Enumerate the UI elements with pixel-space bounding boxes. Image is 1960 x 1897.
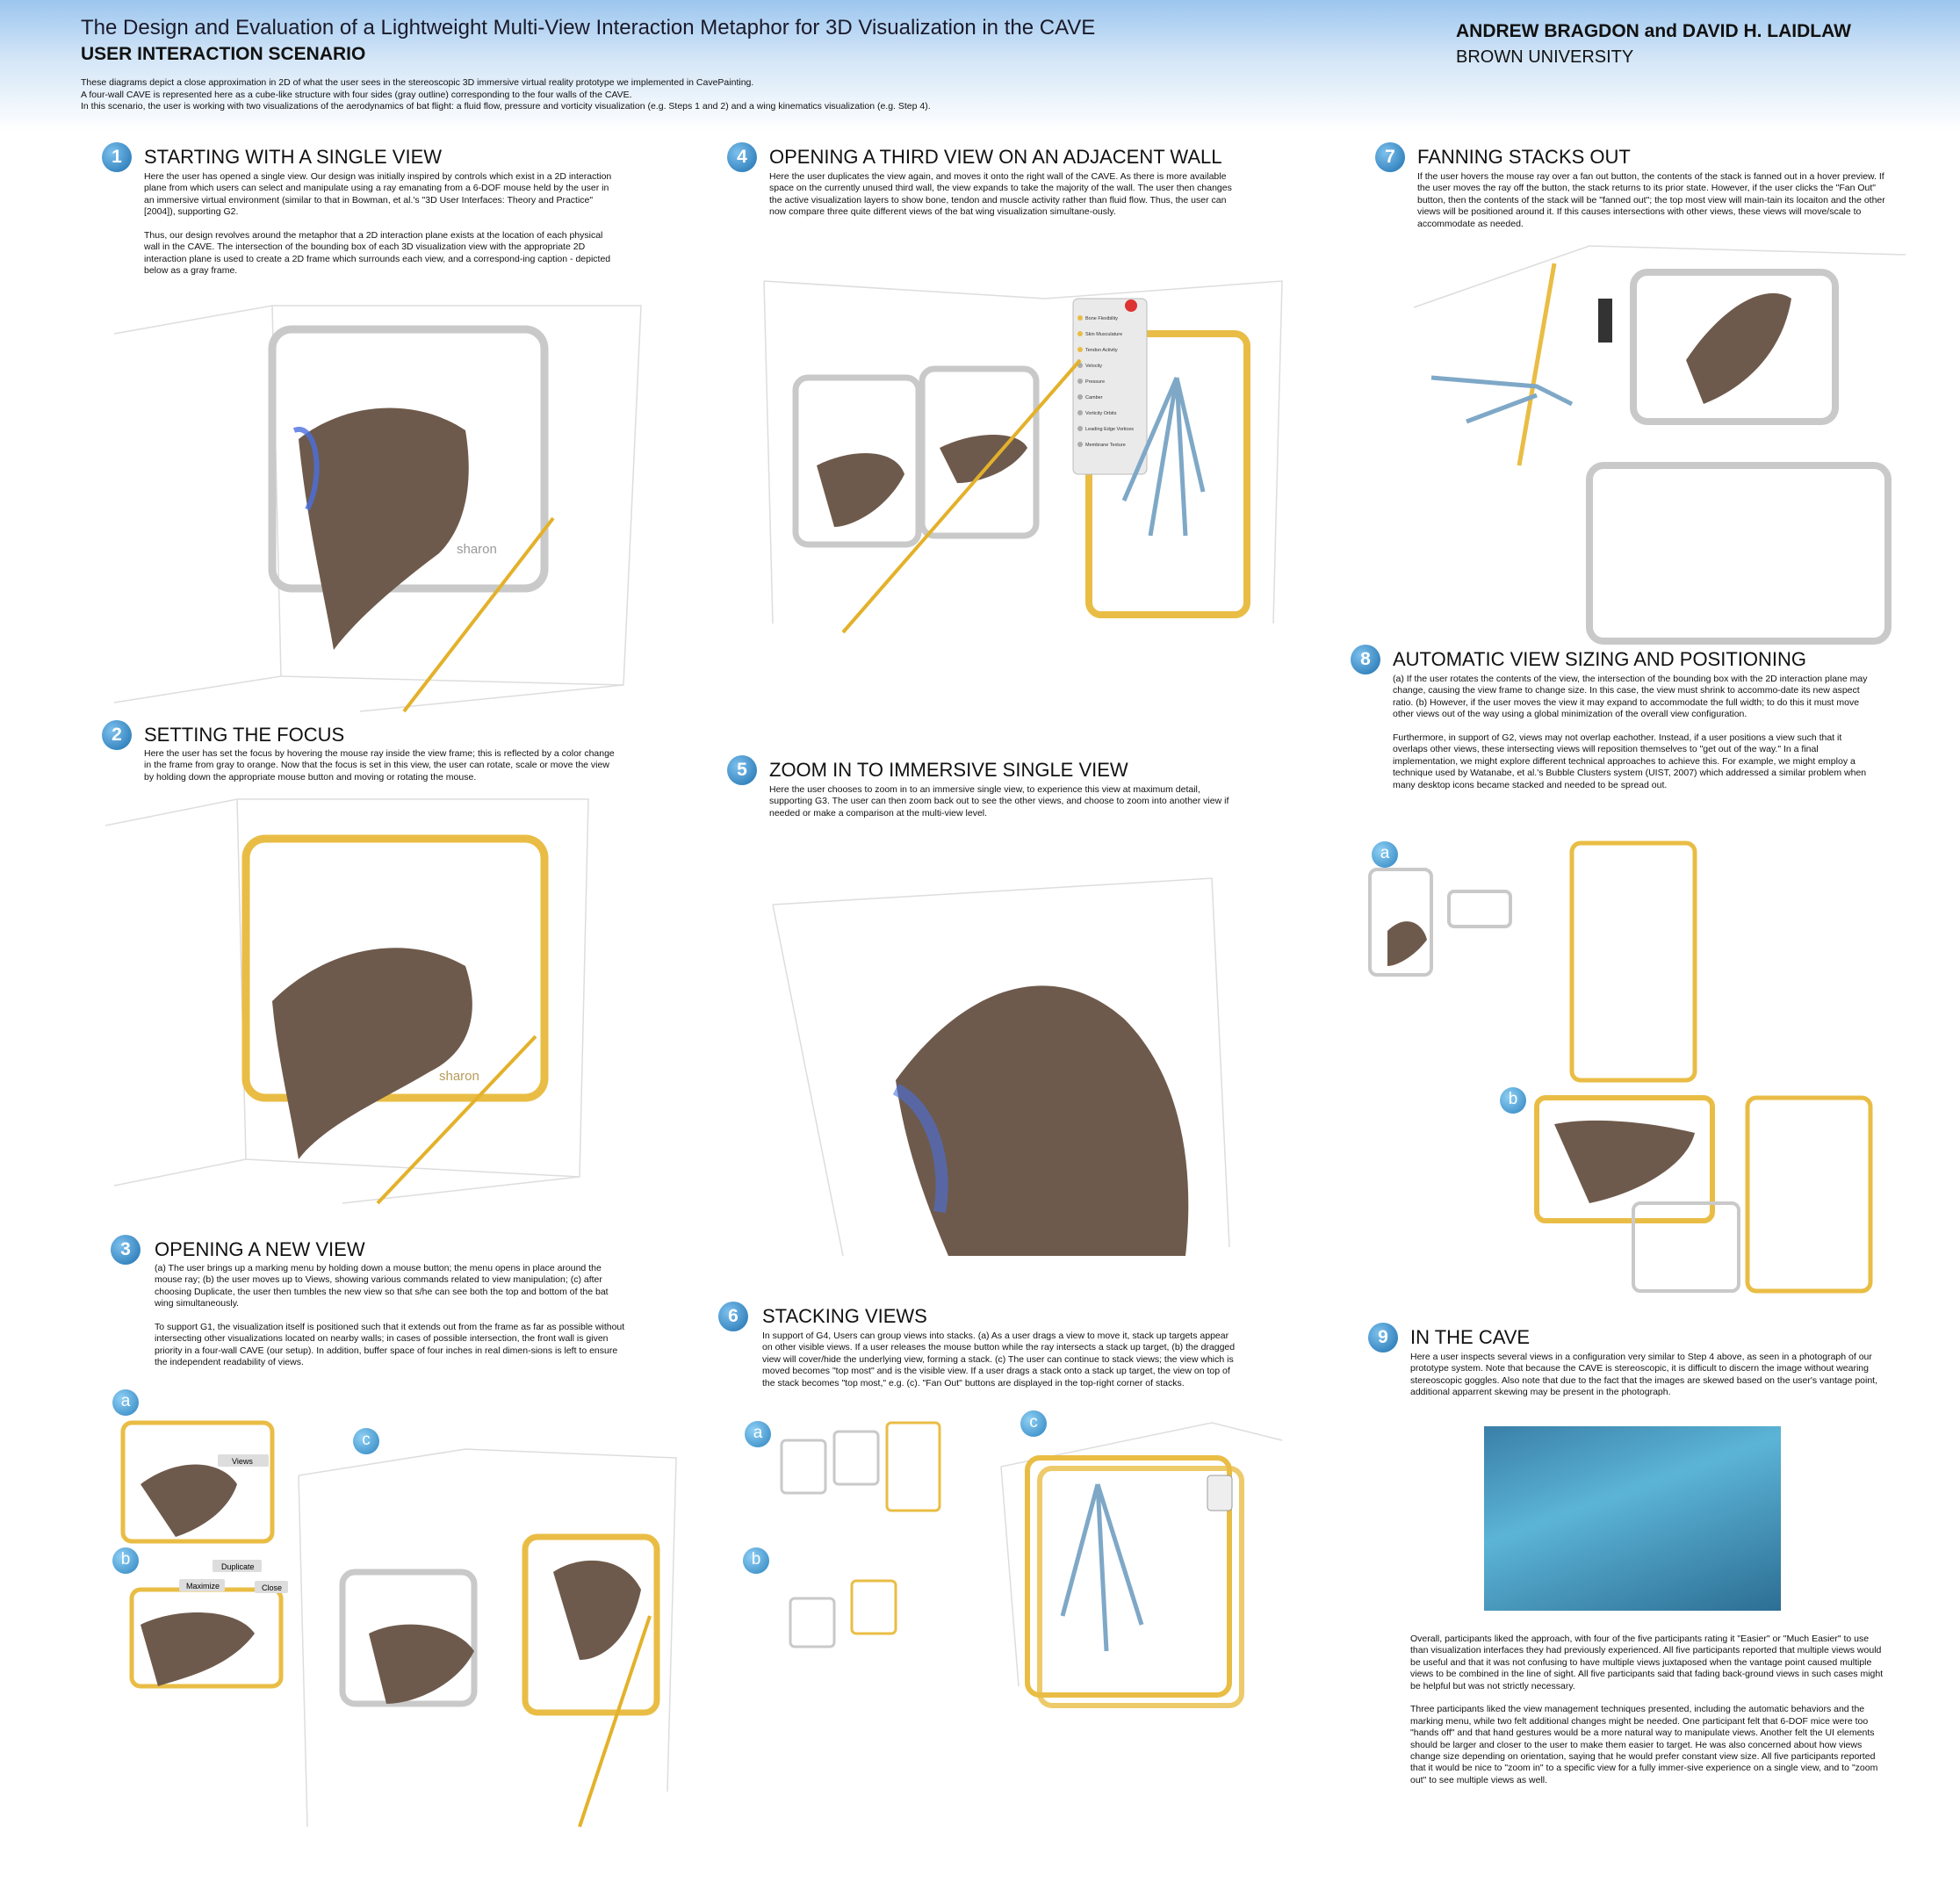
step-3-badge: 3 bbox=[111, 1235, 141, 1265]
layer-label: Membrane Texture bbox=[1085, 443, 1126, 448]
svg-text:Maximize: Maximize bbox=[186, 1582, 220, 1590]
svg-text:Views: Views bbox=[232, 1457, 253, 1466]
step-6-text: In support of G4, Users can group views into stacks. (a) As a user drags a view to move it, stack up targets appear on other visible views. If a user releases the mouse button while the ray intersects a stack up target, (b) the dragged view will cover/hide the underlying view, forming a stack. (c) The user can continue to stack views; the view which is moved becomes "top most" and is the visible view. If a user drags a stack onto a stack up target, the view on top of the stack becomes "top most," e.g. (c). "Fan Out" buttons are displayed in the top-right corner of stacks. bbox=[762, 1331, 1236, 1388]
figure-3a-marking-menu bbox=[105, 1388, 281, 1546]
figure-6a-stack-target bbox=[764, 1405, 975, 1519]
step-3-text: (a) The user brings up a marking menu by holding down a mouse button; the menu opens in place around the mouse ray; (b) the user moves up to Views, showing various commands related to view manipulation; (c) after choosing Duplicate, the user then tumbles the new view so that s/he can see both the top and bottom of the bat wing simultaneously. To support G1, the visualization itself is positioned such that it extends out from the frame as far as possible without intersecting other visualizations located on nearby walls; in cases of possible intersection, the front wall is given priority in a four-wall CAVE (our setup). In addition, buffer space of four inches in real dimen-sions is left to ensure the independent readability of views. bbox=[155, 1263, 625, 1368]
step-7-text: If the user hovers the mouse ray over a fan out button, the contents of the stack is fanned out in a hover preview. If the user moves the ray off the button, the stack returns to its prior state. However, if the user clicks the "Fan Out" button, then the contents of the stack will be "fanned out"; the top most view will main-tain its locaiton and the other views will be positioned around it. If this causes intersections with other views, these views will move/scale to accommodate as needed. bbox=[1417, 171, 1885, 229]
view-caption-focused: sharon bbox=[439, 1069, 479, 1084]
layer-toggle[interactable] bbox=[1077, 426, 1083, 431]
step-8-text: (a) If the user rotates the contents of the view, the intersection of the bounding box with the 2D interaction plane may change, causing the view frame to change size. In this case, the view must shrink to accommo-date its new aspect ratio. (b) However, if the user moves the view it may expand to accommodate the full width; to do this it must move other views out of the way using a global minimization of the overall view configuration. Furthermore, in support of G2, views may not overlap eachother. Instead, if a user positions a view such that it overlaps other views, these intersecting views will reposition themselves to "get out of the way." In a final implementation, we might explore different technical approaches to achieve this. For example, we might employ a technique used by Watanabe, et al.'s Bubble Clusters system (UIST, 2007) which addressed a similar problem when many desktop icons became stacked and needed to be spread out. bbox=[1393, 674, 1868, 790]
figure-5-immersive-view bbox=[773, 878, 1247, 1265]
layer-label: Velocity bbox=[1085, 364, 1102, 369]
authors: ANDREW BRAGDON and DAVID H. LAIDLAW bbox=[1456, 21, 1851, 41]
figure-6b-stack bbox=[782, 1563, 922, 1660]
step-6-sub-c: c bbox=[1020, 1410, 1047, 1437]
step-9-text: Here a user inspects several views in a configuration very similar to Step 4 above, as seen in a photograph of our prototype system. Note that because the CAVE is stereoscopic, it is difficult to discern the image without wearing stereoscopic goggles. Also note that due to the fact that the images are skewed based on the user's vantage point, additional apparrent skewing may be present in the photograph. bbox=[1410, 1352, 1878, 1398]
step-7-title: FANNING STACKS OUT bbox=[1417, 146, 1631, 168]
step-9-badge: 9 bbox=[1368, 1323, 1398, 1352]
step-2-title: SETTING THE FOCUS bbox=[144, 724, 345, 746]
step-8-title: AUTOMATIC VIEW SIZING AND POSITIONING bbox=[1393, 648, 1807, 670]
step-3-sub-a: a bbox=[112, 1389, 139, 1416]
layer-toggle[interactable] bbox=[1077, 347, 1083, 352]
fan-out-button[interactable] bbox=[1207, 1475, 1232, 1511]
intro-text: These diagrams depict a close approximation in 2D of what the user sees in the stereoscopic 3D immersive virtual reality prototype we implemented in CavePainting. A four-wall CAVE is represented here as a cube-like structure with four sides (gray outline) corresponding to the four walls of the CAVE. In this scenario, the user is working with two visualizations of the aerodynamics of bat flight: a fluid flow, pressure and vorticity visualization (e.g. Steps 1 and 2) and a wing kinematics visualization (e.g. Step 4). bbox=[81, 77, 931, 112]
step-4-text: Here the user duplicates the view again, and moves it onto the right wall of the CAVE. As there is more available space on the currently unused third wall, the view expands to take the majority of the wall. The user then changes the active visualization layers to show bone, tendon and muscle activity rather than fluid flow. Thus, the user can now compare three quite different views of the bat wing visualization simultane-ously. bbox=[769, 171, 1232, 218]
step-8-sub-a: a bbox=[1372, 841, 1398, 868]
layers-menu[interactable] bbox=[1073, 299, 1147, 474]
figure-2-focus bbox=[97, 790, 659, 1212]
university: BROWN UNIVERSITY bbox=[1456, 47, 1634, 67]
layer-label: Bone Flexibility bbox=[1085, 316, 1118, 321]
poster-title: The Design and Evaluation of a Lightweight Multi-View Interaction Metaphor for 3D Visualization in the CAVE bbox=[81, 16, 1096, 40]
step-1-badge: 1 bbox=[102, 142, 132, 172]
figure-8b-reposition bbox=[1528, 1071, 1879, 1300]
figure-4-third-view bbox=[764, 272, 1291, 641]
fan-out-icon[interactable] bbox=[1598, 299, 1612, 343]
view-caption: sharon bbox=[457, 542, 497, 557]
step-8-sub-b: b bbox=[1500, 1087, 1526, 1114]
figure-8a-resize bbox=[1361, 826, 1712, 1089]
figure-7-fan-out bbox=[1414, 246, 1906, 632]
step-2-text: Here the user has set the focus by hovering the mouse ray inside the view frame; this is reflected by a color change in the frame from gray to orange. Now that the focus is set in this view, the user can rotate, scale or move the view by holding down the appropriate mouse button and moving or rotating the mouse. bbox=[144, 748, 615, 783]
layer-label: Pressure bbox=[1085, 379, 1106, 385]
step-9-title: IN THE CAVE bbox=[1410, 1326, 1531, 1348]
step-6-sub-a: a bbox=[745, 1421, 771, 1447]
step-1-title: STARTING WITH A SINGLE VIEW bbox=[144, 146, 443, 168]
layer-toggle[interactable] bbox=[1077, 410, 1083, 415]
cave-photograph bbox=[1484, 1426, 1781, 1611]
svg-text:Duplicate: Duplicate bbox=[221, 1562, 255, 1571]
figure-1-single-view bbox=[97, 299, 659, 711]
step-1-text: Here the user has opened a single view. Our design was initially inspired by controls which exist in a 2D interaction plane from which users can select and manipulate using a ray emanating from a 6-DOF mouse held by the user in an immersive virtual environment (similar to that in Bowman, et al.'s "3D User Interfaces: Theory and Practice" [2004]), supporting G2. Thus, our design revolves around the metaphor that a 2D interaction plane exists at the location of each physical wall in the CAVE. The intersection of the bounding box of each 3D visualization view with the appropriate 2D interaction plane is used to create a 2D frame which surrounds each view, and a correspond-ing caption - depicted below as a gray frame. bbox=[144, 171, 612, 277]
figure-6c-stacked-views bbox=[1001, 1423, 1282, 1713]
step-3-title: OPENING A NEW VIEW bbox=[155, 1238, 365, 1260]
step-4-badge: 4 bbox=[727, 142, 757, 172]
step-5-badge: 5 bbox=[727, 755, 757, 785]
step-7-badge: 7 bbox=[1375, 142, 1405, 172]
layer-label: Camber bbox=[1085, 395, 1103, 400]
step-6-badge: 6 bbox=[718, 1302, 748, 1331]
step-3-sub-c: c bbox=[353, 1428, 379, 1454]
step-8-badge: 8 bbox=[1351, 645, 1380, 674]
step-6-title: STACKING VIEWS bbox=[762, 1305, 927, 1327]
layer-toggle[interactable] bbox=[1077, 331, 1083, 336]
figure-3b-view-commands bbox=[105, 1546, 299, 1695]
layer-toggle[interactable] bbox=[1077, 379, 1083, 384]
layer-label: Vorticity Orbits bbox=[1085, 411, 1117, 416]
step-4-title: OPENING A THIRD VIEW ON AN ADJACENT WALL bbox=[769, 146, 1222, 168]
layer-label: Leading Edge Vortices bbox=[1085, 427, 1135, 432]
layer-label: Skin Musculature bbox=[1085, 332, 1123, 337]
layer-toggle[interactable] bbox=[1077, 315, 1083, 321]
layer-toggle[interactable] bbox=[1077, 394, 1083, 400]
step-3-sub-b: b bbox=[112, 1547, 139, 1574]
poster-subtitle: USER INTERACTION SCENARIO bbox=[81, 44, 366, 64]
step-2-badge: 2 bbox=[102, 720, 132, 750]
layer-toggle[interactable] bbox=[1077, 442, 1083, 447]
figure-3c-duplicate bbox=[290, 1440, 694, 1836]
step-6-sub-b: b bbox=[743, 1547, 769, 1574]
svg-text:Close: Close bbox=[262, 1583, 283, 1592]
step-5-text: Here the user chooses to zoom in to an immersive single view, to experience this view at maximum detail, supporting G3. The user can then zoom back out to see the other views, and choose to zoom into another view if needed or make a comparison at the multi-view level. bbox=[769, 784, 1229, 819]
layer-label: Tendon Activity bbox=[1085, 348, 1118, 353]
step-5-title: ZOOM IN TO IMMERSIVE SINGLE VIEW bbox=[769, 759, 1128, 781]
conclusion-text: Overall, participants liked the approach, with four of the five participants rating it "Easier" or "Much Easier" to use than visualization interfaces they had previously experienced. All five participants reported that multiple views would be useful and that it was not confusing to have multiple views juxtaposed when the vantage point caused multiple views to be combined in the line of sight. All five participants said that fading back-ground views in such cases might be helpful but was not strictly necessary. Three participants liked the view management techniques presented, including the automatic behaviors and the marking menu, while two felt additional changes might be needed. One participant felt that 6-DOF mice were too "hands off" and that hand gestures would be a more natural way to manipulate views. Another felt the UI elements should be larger and closer to the user to make them easier to target. He was also concerned about how views change size depending on orientation, saying that he would prefer constant view size. All five participants reported that it would be nice to "zoom in" to a specific view for a fully immer-sive experience on a single view, and to "zoom out" to see multiple views as well. bbox=[1410, 1634, 1884, 1785]
